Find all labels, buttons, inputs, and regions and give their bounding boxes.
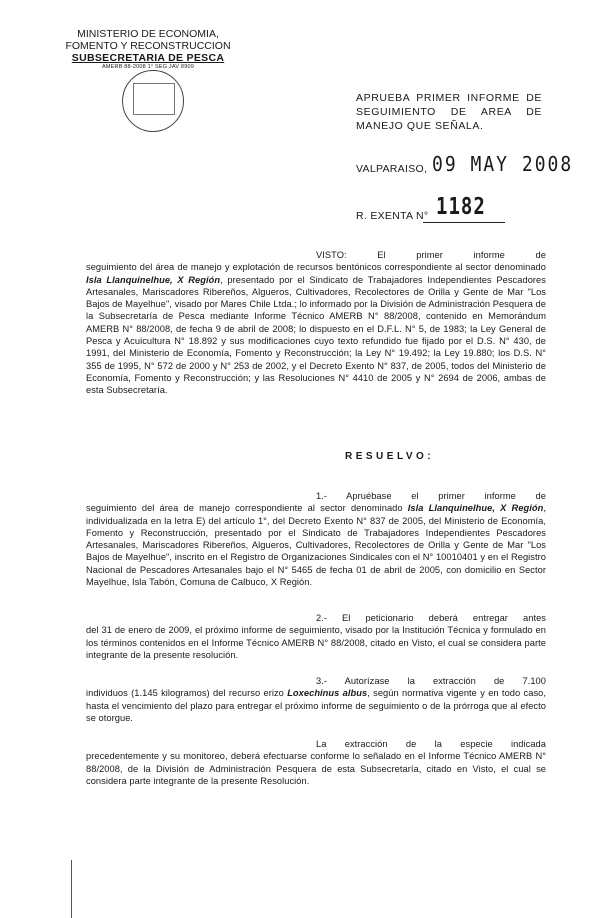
visto-sector: Isla Llanquinelhue, X Región	[86, 274, 221, 285]
place-label: VALPARAISO,	[356, 163, 428, 175]
subsecretaria-line: SUBSECRETARIA DE PESCA	[71, 52, 225, 64]
resolution-title	[356, 91, 542, 133]
item-1-sector: Isla Llanquinelhue, X Región	[407, 503, 544, 514]
item-1-body-2: , individualizada en la letra E) del artículo 1°, del Decreto Exento N° 837 de 2005, del Ministerio de Economía, Fomento y Reconstrucción, presentado por el Sindicato de Trabajadores Independientes Pescadores Artesanales, Mariscadores Ribereños, Algueros, Cultivadores, Recolectores de Orilla y Gente de Mar "Los Bajos de Mayelhue", inscrito en el Registro de Organizaciones Sindicales con el N° 10010401 y en el Registro Nacional de Pescadores Artesanales bajo el N° 5465 de fecha 01 de abril de 2005, con domicilio en Sector Mayelhue, Isla Tabón, Comuna de Calbuco, X Región.	[86, 503, 546, 588]
exenta-underline	[423, 222, 505, 223]
item-3b-lead: La extracción de la especie indicada	[316, 739, 546, 749]
visto-body-2: , presentado por el Sindicato de Trabajadores Independientes Pescadores Artesanales, Mariscadores Ribereños, Algueros, Cultivadores, Recolectores de Orilla y Gente de Mar "Los Bajos de Mayelhue", visado por Mares Chile Ltda.; lo informado por la División de Administración Pesquera de la Subsecretaría de Pesca mediante Informe Técnico AMERB N° 88/2008, contenido en Memorándum AMERB N° 88/2008, de fecha 9 de abril de 2008; lo dispuesto en el D.F.L. N° 5, de 1983; la Ley General de Pesca y Acuicultura N° 18.892 y sus modificaciones cuyo texto refundido fue fijado por el D.S. N° 430, de 1991, del Ministerio de Economía, Fomento y Reconstrucción; la Ley N° 19.492; la Ley 19.880; los D.S. N° 355 de 1995, N° 572 de 2000 y N° 253 de 2002, y el Decreto Exento N° 837, de 2005, todos del Ministerio de Economía, Fomento y Reconstrucción; y las Resoluciones N° 4410 de 2005 y N° 2694 de 2006, ambas de esta Subsecretaría.	[86, 274, 546, 396]
resuelvo-heading: RESUELVO:	[345, 451, 435, 462]
item-3-body-1: individuos (1.145 kilogramos) del recurso erizo	[86, 688, 288, 699]
item-3	[86, 675, 546, 724]
item-1-body-1: seguimiento del área de manejo correspondiente al sector denominado	[86, 503, 408, 514]
visto-body-1: seguimiento del área de manejo y explotación de recursos bentónicos correspondiente al sector denominado	[86, 262, 546, 273]
title-line-2: SEGUIMIENTO DE AREA DE	[356, 106, 542, 118]
item-3b-body: precedentemente y su monitoreo, deberá efectuarse conforme lo señalado en el Informe Técnico AMERB N° 88/2008, de la División de Administración Pesquera de esta Subsecretaría, citado en Visto, el cual se considera parte integrante de la presente Resolución.	[86, 751, 546, 786]
stamped-date: 09 MAY 2008	[432, 152, 574, 177]
ministry-header	[48, 28, 248, 71]
item-3-lead: 3.- Autorízase la extracción de 7.100	[316, 676, 546, 686]
item-3b	[86, 738, 546, 787]
item-3-body	[86, 687, 546, 724]
title-line-3: MANEJO QUE SEÑALA.	[356, 120, 484, 132]
ministry-line-2: FOMENTO Y RECONSTRUCCION	[65, 40, 231, 52]
item-1	[86, 490, 546, 588]
item-2-lead: 2.- El peticionario deberá entregar antes	[316, 613, 546, 623]
official-stamp-icon	[122, 70, 184, 132]
title-line-1: APRUEBA PRIMER INFORME DE	[356, 92, 542, 104]
exenta-label: R. EXENTA N°	[356, 210, 429, 222]
item-3-species: Loxechinus albus	[287, 688, 368, 699]
exenta-number: 1182	[436, 193, 486, 221]
item-1-body	[86, 502, 546, 588]
item-2-body: del 31 de enero de 2009, el próximo informe de seguimiento, visado por la Institución Técnica y formulado en los términos contenidos en el Informe Técnico AMERB N° 88/2008, citado en Visto, el cual se considera parte integrante de la presente resolución.	[86, 625, 546, 660]
visto-section	[86, 249, 546, 397]
item-3-body-2: , según normativa vigente y en todo caso, hasta el vencimiento del plazo para entregar el próximo informe de seguimiento o de la prórroga que al efecto se otorgue.	[86, 688, 546, 723]
item-1-lead: 1.- Apruébase el primer informe de	[316, 491, 546, 501]
stamp-frame-icon	[133, 83, 175, 115]
visto-lead: VISTO: El primer informe de	[316, 250, 546, 260]
reference-code: AMERB 88-2008 1° SEG JAV 8909	[102, 64, 194, 70]
scan-margin-line	[71, 860, 72, 918]
visto-body	[86, 261, 546, 396]
ministry-line-1: MINISTERIO DE ECONOMIA,	[77, 28, 219, 40]
item-2	[86, 612, 546, 661]
